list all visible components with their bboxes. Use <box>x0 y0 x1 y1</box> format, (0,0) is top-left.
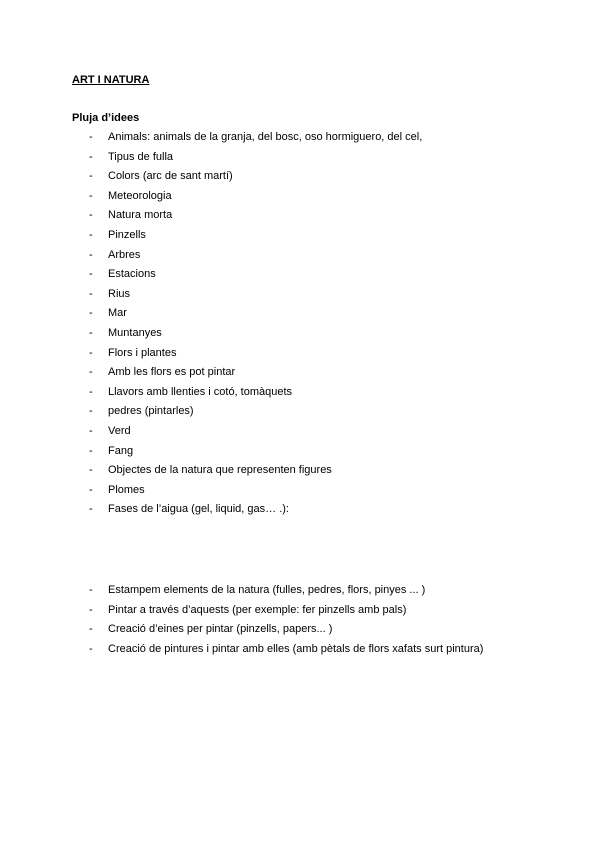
list-item-text: Estampem elements de la natura (fulles, pedres, flors, pinyes ... ) <box>108 584 426 596</box>
bullet-dash: - <box>89 228 93 241</box>
bullet-dash: - <box>89 424 93 437</box>
bullet-dash: - <box>89 189 93 202</box>
list-item-text: Tipus de fulla <box>108 150 174 163</box>
list-item-text: Rius <box>108 287 131 300</box>
bullet-dash: - <box>89 268 93 281</box>
bullet-dash: - <box>89 464 93 477</box>
bullet-dash: - <box>89 346 93 359</box>
list-item-text: Fases de l’aigua (gel, liquid, gas… .): <box>108 503 289 516</box>
bullet-dash: - <box>89 248 93 261</box>
list-item-text: Plomes <box>108 483 145 496</box>
list-item-text: Estacions <box>108 268 156 281</box>
bullet-dash: - <box>89 366 93 379</box>
list-item-text: Llavors amb llenties i cotó, tomàquets <box>108 385 293 398</box>
list-item-text: Objectes de la natura que representen figures <box>108 464 332 477</box>
bullet-dash: - <box>89 131 93 143</box>
bullet-dash: - <box>89 623 93 636</box>
list-item-text: Animals: animals de la granja, del bosc, oso hormiguero, del cel, <box>108 131 423 143</box>
bullet-dash: - <box>89 209 93 222</box>
bullet-dash: - <box>89 150 93 163</box>
bullet-dash: - <box>89 170 93 183</box>
list-item-text: Verd <box>108 424 131 437</box>
bullet-dash: - <box>89 483 93 496</box>
list-item-text: Colors (arc de sant martí) <box>108 170 233 183</box>
list-item-text: pedres (pintarles) <box>108 405 194 418</box>
list-item-text: Pintar a través d’aquests (per exemple: fer pinzells amb pals) <box>108 603 407 616</box>
bullet-dash: - <box>89 385 93 398</box>
list-item-text: Creació de pintures i pintar amb elles (amb pètals de flors xafats surt pintura) <box>108 642 484 655</box>
list-item-text: Creació d’eines per pintar (pinzells, papers... ) <box>108 623 333 636</box>
list-item-text: Mar <box>108 307 127 320</box>
bullet-dash: - <box>89 584 93 596</box>
list-item-text: Arbres <box>108 248 141 261</box>
section-heading: Pluja d’idees <box>72 112 140 124</box>
list-item-text: Amb les flors es pot pintar <box>108 366 236 379</box>
list-item-text: Pinzells <box>108 228 146 241</box>
bullet-dash: - <box>89 326 93 339</box>
bullet-dash: - <box>89 503 93 516</box>
bullet-dash: - <box>89 603 93 616</box>
bullet-dash: - <box>89 405 93 418</box>
list-item-text: Meteorologia <box>108 189 172 202</box>
bullet-dash: - <box>89 307 93 320</box>
document-title: ART I NATURA <box>72 74 150 86</box>
bullet-dash: - <box>89 642 93 655</box>
bullet-dash: - <box>89 287 93 300</box>
list-item-text: Flors i plantes <box>108 346 177 359</box>
list-item-text: Natura morta <box>108 209 173 222</box>
list-item-text: Muntanyes <box>108 326 162 339</box>
list-item-text: Fang <box>108 444 134 457</box>
bullet-dash: - <box>89 444 93 457</box>
